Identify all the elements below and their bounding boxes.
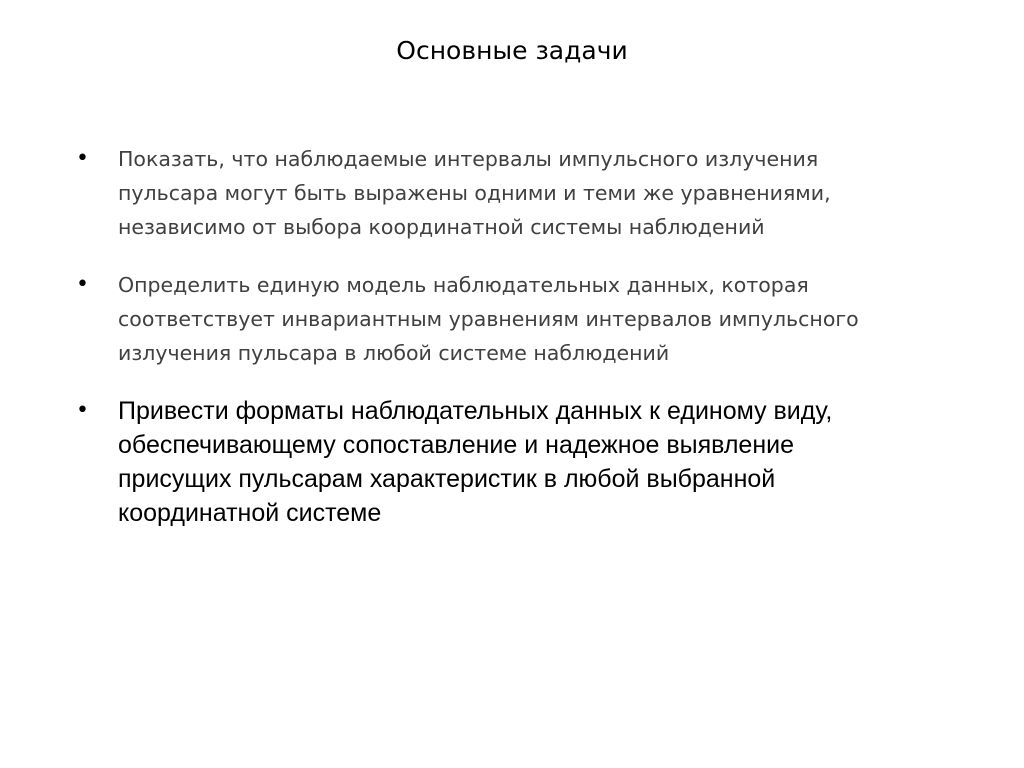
bullet-dot-icon: •	[76, 146, 89, 171]
bullet-dot-icon: •	[76, 398, 89, 423]
bullet-text-1	[118, 142, 958, 244]
bullet-2-line-1: Определить единую модель наблюдательных данных, которая	[118, 273, 809, 297]
bullet-2-line-2: соответствует инвариантным уравнениям интервалов импульсного	[118, 307, 859, 331]
bullet-3-line-3: присущих пульсарам характеристик в любой выбранной	[118, 465, 776, 493]
bullet-1-line-3: независимо от выбора координатной системы наблюдений	[118, 215, 765, 239]
bullet-text-3	[118, 394, 958, 530]
bullet-3-line-4: координатной системе	[118, 499, 382, 527]
bullet-1-line-1: Показать, что наблюдаемые интервалы импульсного излучения	[118, 147, 819, 171]
bullet-3-line-2: обеспечивающему сопоставление и надежное выявление	[118, 431, 795, 459]
bullet-2-line-3: излучения пульсара в любой системе наблюдений	[118, 341, 670, 365]
bullet-dot-icon: •	[76, 272, 89, 297]
bullet-1-line-2: пульсара могут быть выражены одними и теми же уравнениями,	[118, 181, 831, 205]
bullet-3-line-1: Привести форматы наблюдательных данных к единому виду,	[118, 397, 833, 425]
slide-title: Основные задачи	[396, 36, 628, 65]
bullet-text-2	[118, 268, 958, 370]
